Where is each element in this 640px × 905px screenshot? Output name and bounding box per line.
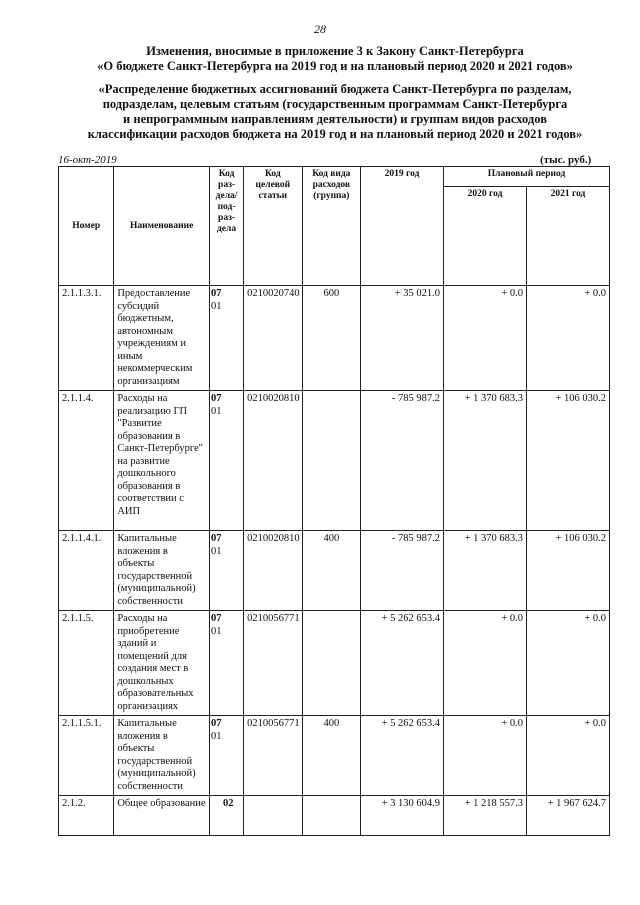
header-planned-period: Плановый период <box>444 167 610 187</box>
table-row <box>59 716 610 796</box>
header-group: Код вида расходов (группа) <box>302 167 361 286</box>
row-2019: + 3 130 604.9 <box>361 796 444 836</box>
row-2020: + 0.0 <box>444 611 527 716</box>
row-number: 2.1.1.5. <box>59 611 114 716</box>
row-2019: - 785 987.2 <box>361 531 444 611</box>
row-group-code: 600 <box>302 286 361 391</box>
header-target: Код целевой статьи <box>244 167 303 286</box>
row-2019: + 5 262 653.4 <box>361 716 444 796</box>
row-group-code <box>302 796 361 836</box>
header-2020: 2020 год <box>444 187 527 286</box>
row-target-code: 0210020740 <box>244 286 303 391</box>
row-razdel: 07 <box>211 718 222 729</box>
row-target-code: 0210056771 <box>244 611 303 716</box>
header-2019: 2019 год <box>361 167 444 286</box>
row-2020: + 1 370 683.3 <box>444 391 527 531</box>
budget-table <box>58 166 610 836</box>
row-2020: + 1 218 557.3 <box>444 796 527 836</box>
table-body <box>59 286 610 836</box>
table-row <box>59 531 610 611</box>
row-razdel: 07 <box>211 288 222 299</box>
title-line-2: «О бюджете Санкт-Петербурга на 2019 год и на плановый период 2020 и 2021 годов» <box>97 59 573 73</box>
row-number: 2.1.2. <box>59 796 114 836</box>
row-section-code <box>210 391 244 531</box>
row-2020: + 0.0 <box>444 716 527 796</box>
subtitle-line-4: классификации расходов бюджета на 2019 год и на плановый период 2020 и 2021 годов» <box>87 127 583 141</box>
subtitle-line-1: «Распределение бюджетных ассигнований бюджета Санкт-Петербурга по разделам, <box>98 82 572 96</box>
row-section-code <box>210 716 244 796</box>
row-podrazdel: 01 <box>211 625 222 637</box>
row-name: Расходы на приобретение зданий и помещений для создания мест в дошкольных образовательных организациях <box>114 611 210 716</box>
row-number: 2.1.1.3.1. <box>59 286 114 391</box>
row-group-code: 400 <box>302 531 361 611</box>
header-name: Наименование <box>114 167 210 286</box>
row-2020: + 1 370 683.3 <box>444 531 527 611</box>
row-target-code: 0210056771 <box>244 716 303 796</box>
row-podrazdel: 01 <box>211 300 222 312</box>
row-2021: + 1 967 624.7 <box>527 796 610 836</box>
page-number: 28 <box>314 22 326 36</box>
row-name: Капитальные вложения в объекты государственной (муниципальной) собственности <box>114 716 210 796</box>
row-name: Расходы на реализацию ГП "Развитие образования в Санкт-Петербурге" на развитие дошкольного образования в соответствии с АИП <box>114 391 210 531</box>
row-name: Предоставление субсидий бюджетным, автономным учреждениям и иным некоммерческим организациям <box>114 286 210 391</box>
row-2021: + 0.0 <box>527 716 610 796</box>
document-subtitle <box>40 82 630 142</box>
document-title <box>40 44 630 74</box>
row-2020: + 0.0 <box>444 286 527 391</box>
row-2021: + 0.0 <box>527 286 610 391</box>
row-group-code <box>302 611 361 716</box>
table-row <box>59 286 610 391</box>
row-group-code: 400 <box>302 716 361 796</box>
table-row <box>59 611 610 716</box>
row-2019: + 5 262 653.4 <box>361 611 444 716</box>
table-row <box>59 391 610 531</box>
row-section-code <box>210 531 244 611</box>
row-2021: + 106 030.2 <box>527 531 610 611</box>
row-2019: - 785 987.2 <box>361 391 444 531</box>
subtitle-line-3: и непрограммным направлениям деятельности) и группам видов расходов <box>123 112 547 126</box>
row-target-code: 0210020810 <box>244 391 303 531</box>
row-podrazdel: 01 <box>211 405 222 417</box>
row-razdel: 07 <box>211 613 222 624</box>
row-section-code <box>210 611 244 716</box>
title-line-1: Изменения, вносимые в приложение 3 к Закону Санкт-Петербурга <box>146 44 524 58</box>
row-2021: + 0.0 <box>527 611 610 716</box>
table-row <box>59 796 610 836</box>
row-number: 2.1.1.4.1. <box>59 531 114 611</box>
row-group-code <box>302 391 361 531</box>
header-section: Код раз-дела/ под-раз-дела <box>210 167 244 286</box>
subtitle-line-2: подразделам, целевым статьям (государственным программам Санкт-Петербурга <box>102 97 568 111</box>
row-number: 2.1.1.4. <box>59 391 114 531</box>
row-target-code <box>244 796 303 836</box>
row-name: Общее образование <box>114 796 210 836</box>
row-podrazdel: 02 <box>223 798 234 809</box>
row-podrazdel: 01 <box>211 730 222 742</box>
units-label: (тыс. руб.) <box>540 154 592 166</box>
row-name: Капитальные вложения в объекты государственной (муниципальной) собственности <box>114 531 210 611</box>
row-target-code: 0210020810 <box>244 531 303 611</box>
row-2021: + 106 030.2 <box>527 391 610 531</box>
header-number: Номер <box>59 167 114 286</box>
row-section-code <box>210 286 244 391</box>
row-razdel: 07 <box>211 533 222 544</box>
row-podrazdel: 01 <box>211 545 222 557</box>
row-2019: + 35 021.0 <box>361 286 444 391</box>
row-number: 2.1.1.5.1. <box>59 716 114 796</box>
row-section-code <box>210 796 244 836</box>
header-2021: 2021 год <box>527 187 610 286</box>
document-date: 16-окт-2019 <box>58 154 117 166</box>
row-razdel: 07 <box>211 393 222 404</box>
